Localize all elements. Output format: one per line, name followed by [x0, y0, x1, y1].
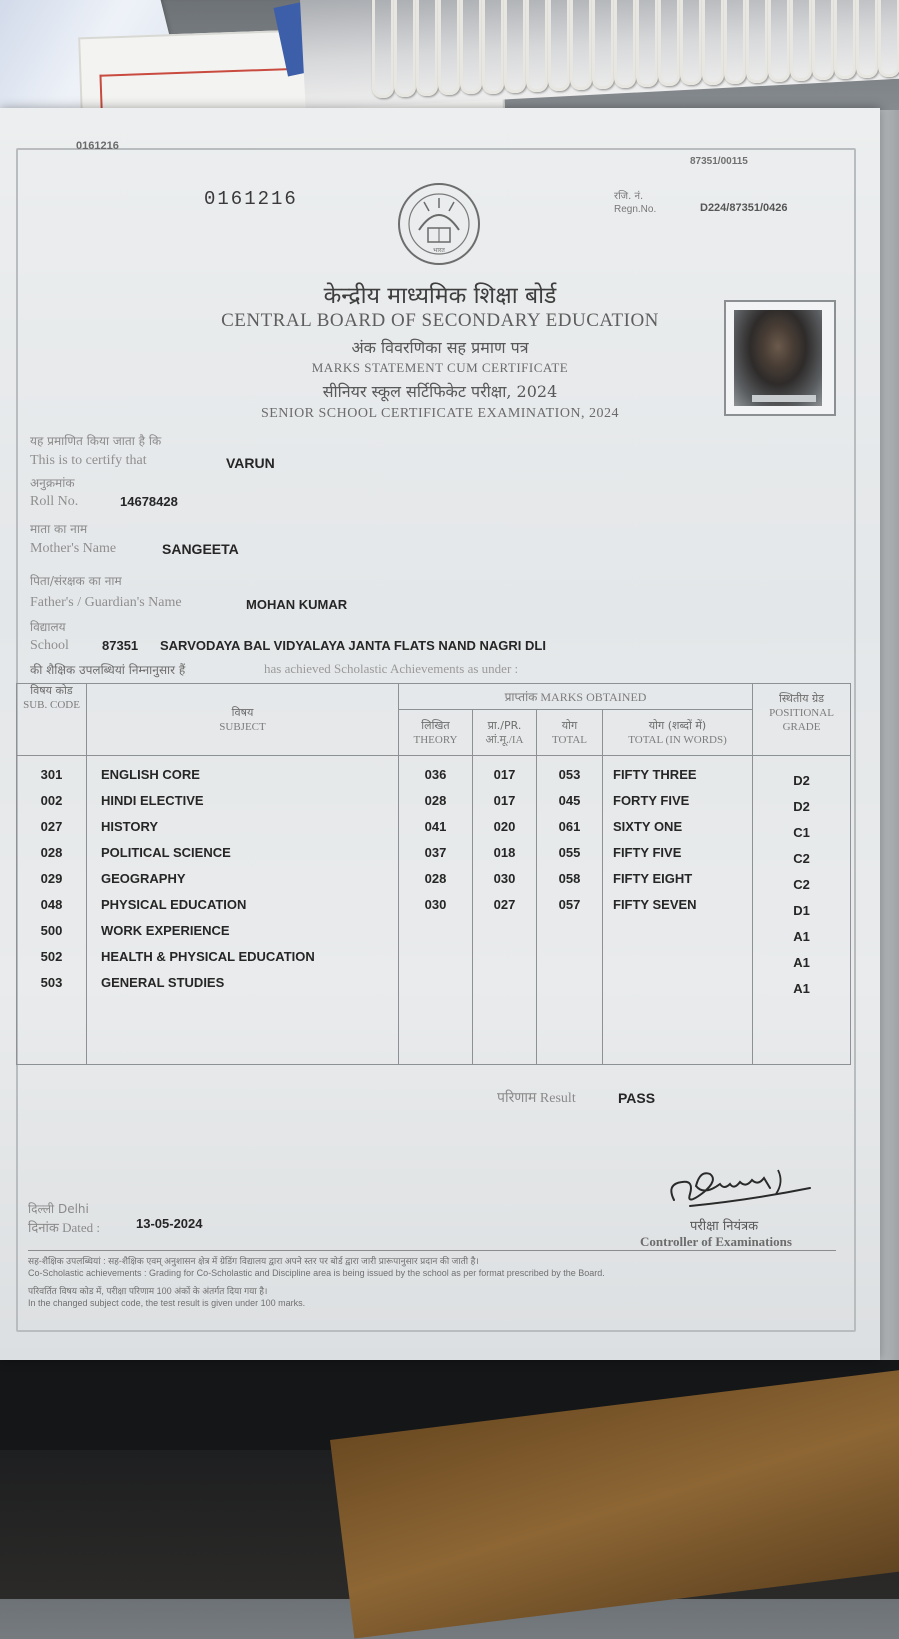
row-7-subject: WORK EXPERIENCE: [101, 923, 230, 938]
footer-divider: [28, 1250, 836, 1251]
row-4-words: FIFTY FIVE: [613, 845, 682, 860]
row-9-words: [613, 970, 752, 996]
spiral-ring: [460, 0, 482, 94]
certify-label-hindi: यह प्रमाणित किया जाता है कि: [30, 434, 162, 448]
row-9-grade: A1: [793, 981, 810, 996]
spiral-ring: [438, 0, 460, 95]
row-6-practical: 027: [493, 897, 516, 912]
header-total: [537, 710, 603, 756]
column-subject: [87, 756, 399, 1065]
row-3-words: SIXTY ONE: [613, 819, 683, 834]
header-subject-hindi: विषय: [231, 705, 254, 719]
row-6-grade: D1: [793, 903, 810, 918]
row-4-total: 055: [558, 845, 581, 860]
spiral-ring: [504, 0, 526, 93]
spiral-ring: [394, 0, 416, 97]
column-total: [537, 756, 603, 1065]
spiral-ring: [416, 0, 438, 96]
row-7-total: [537, 918, 602, 944]
footer-note-2: In the changed subject code, the test result is given under 100 marks.: [28, 1298, 306, 1308]
controller-title: Controller of Examinations: [640, 1234, 792, 1249]
regn-label-hindi: रजि. नं.: [614, 191, 644, 202]
header-grade-hindi: स्थितीय ग्रेड: [779, 692, 825, 705]
spiral-ring: [856, 0, 878, 78]
school-label: School: [30, 638, 69, 653]
student-photo: [734, 310, 822, 406]
header-marks: MARKS OBTAINED: [540, 689, 647, 704]
spiral-ring: [768, 0, 790, 82]
father-label-hindi: पिता/संरक्षक का नाम: [30, 574, 122, 588]
spiral-ring: [658, 0, 680, 86]
place: दिल्ली Delhi: [28, 1202, 89, 1216]
footer-note-2-hindi: परिवर्तित विषय कोड में, परीक्षा परिणाम 100 अंकों के अंतर्गत दिया गया है।: [28, 1286, 268, 1296]
row-5-subject: GEOGRAPHY: [101, 871, 186, 886]
certify-label: This is to certify that: [30, 453, 147, 468]
row-7-words: [613, 918, 752, 944]
header-sub-code: [17, 684, 87, 756]
achievements-label: has achieved Scholastic Achievements as under :: [264, 661, 519, 676]
spiral-ring: [878, 0, 899, 77]
small-serial-number: 0161216: [76, 140, 119, 152]
row-2-grade: D2: [793, 799, 810, 814]
row-5-theory: 028: [424, 871, 447, 886]
student-photo-frame: [724, 300, 836, 416]
row-9-code: 503: [40, 975, 63, 990]
row-1-practical: 017: [493, 767, 516, 782]
board-title-hindi: केन्द्रीय माध्यमिक शिक्षा बोर्ड: [323, 283, 557, 309]
controller-signature: [660, 1148, 820, 1218]
header-code: SUB. CODE: [23, 699, 80, 711]
spiral-ring: [570, 0, 592, 90]
row-2-code: 002: [40, 793, 63, 808]
spiral-ring: [812, 0, 834, 80]
header-theory-hindi: लिखित: [421, 718, 450, 732]
header-words-en: TOTAL (IN WORDS): [628, 733, 727, 746]
row-4-grade: C2: [793, 851, 810, 866]
row-8-theory: [399, 944, 472, 970]
column-practical: [473, 756, 537, 1065]
row-8-practical: [473, 944, 536, 970]
row-7-code: 500: [40, 923, 63, 938]
row-4-code: 028: [40, 845, 63, 860]
header-grade: [753, 684, 851, 756]
row-5-words: FIFTY EIGHT: [613, 871, 693, 886]
document-title-hindi: अंक विवरणिका सह प्रमाण पत्र: [351, 338, 529, 357]
row-3-theory: 041: [424, 819, 447, 834]
footer-note-hindi: सह-शैक्षिक उपलब्धियां : सह-शैक्षिक एवम् अनुशासन क्षेत्र में ग्रेडिंग विद्यालय द्वारा अपने स्तर पर बोर्ड द्वारा जारी प्रारूपानुसार प्रदान की जाती है।: [28, 1256, 479, 1266]
result-value: PASS: [618, 1090, 656, 1106]
mother-label: Mother's Name: [30, 541, 117, 556]
row-1-total: 053: [558, 767, 581, 782]
row-4-theory: 037: [424, 845, 447, 860]
header-subject: [87, 684, 399, 756]
spiral-ring: [636, 0, 658, 87]
row-9-theory: [399, 970, 472, 996]
column-total-words: [603, 756, 753, 1065]
header-total-hindi: योग: [561, 718, 578, 732]
exam-title: SENIOR SCHOOL CERTIFICATE EXAMINATION, 2024: [260, 406, 620, 421]
row-1-subject: ENGLISH CORE: [101, 767, 200, 782]
row-5-code: 029: [40, 871, 63, 886]
column-sub-code: [17, 756, 87, 1065]
roll-label-hindi: अनुक्रमांक: [30, 476, 75, 490]
roll-label: Roll No.: [30, 494, 79, 509]
row-9-subject: GENERAL STUDIES: [101, 975, 225, 990]
header-grade-en: POSITIONAL GRADE: [769, 707, 834, 733]
spiral-ring: [526, 0, 548, 92]
header-practical: [473, 710, 537, 756]
spiral-ring: [482, 0, 504, 94]
date-label: दिनांक Dated :: [28, 1220, 100, 1235]
spiral-ring: [614, 0, 636, 88]
row-4-subject: POLITICAL SCIENCE: [101, 845, 231, 860]
spiral-ring: [702, 0, 724, 85]
school-code: 87351: [102, 638, 139, 653]
row-1-theory: 036: [424, 767, 447, 782]
column-theory: [399, 756, 473, 1065]
row-2-theory: 028: [424, 793, 447, 808]
row-9-practical: [473, 970, 536, 996]
controller-title-hindi: परीक्षा नियंत्रक: [690, 1219, 759, 1234]
row-2-words: FORTY FIVE: [613, 793, 690, 808]
row-7-grade: A1: [793, 929, 810, 944]
serial-number: 0161216: [204, 188, 298, 210]
header-subject-en: SUBJECT: [219, 720, 266, 733]
row-8-subject: HEALTH & PHYSICAL EDUCATION: [101, 949, 315, 964]
row-2-subject: HINDI ELECTIVE: [101, 793, 204, 808]
row-4-practical: 018: [493, 845, 516, 860]
spiral-ring: [548, 0, 570, 91]
header-words-hindi: योग (शब्दों में): [648, 718, 707, 732]
spiral-ring: [746, 0, 768, 83]
row-6-code: 048: [40, 897, 63, 912]
mother-label-hindi: माता का नाम: [30, 522, 88, 536]
spiral-ring: [680, 0, 702, 85]
row-8-code: 502: [40, 949, 63, 964]
row-3-code: 027: [40, 819, 63, 834]
header-marks-hindi: प्राप्तांक: [504, 689, 538, 704]
row-6-subject: PHYSICAL EDUCATION: [101, 897, 247, 912]
row-3-practical: 020: [493, 819, 516, 834]
column-grade: [753, 756, 851, 1065]
header-code-hindi: विषय कोड: [30, 684, 73, 697]
result-label: परिणाम Result: [497, 1091, 576, 1106]
header-practical-top: प्रा./PR.: [487, 718, 522, 732]
student-name: VARUN: [226, 455, 275, 471]
regn-number: D224/87351/0426: [700, 202, 788, 214]
row-3-subject: HISTORY: [101, 819, 159, 834]
row-2-total: 045: [558, 793, 581, 808]
row-5-practical: 030: [493, 871, 516, 886]
spiral-ring: [790, 0, 812, 81]
row-3-total: 061: [558, 819, 581, 834]
board-title: CENTRAL BOARD OF SECONDARY EDUCATION: [221, 310, 659, 331]
exam-title-hindi: सीनियर स्कूल सर्टिफिकेट परीक्षा, 2024: [322, 382, 558, 401]
document-title: MARKS STATEMENT CUM CERTIFICATE: [311, 360, 569, 375]
row-6-theory: 030: [424, 897, 447, 912]
row-8-words: [613, 944, 752, 970]
header-marks-obtained: [399, 684, 753, 710]
spiral-ring: [592, 0, 614, 89]
row-3-grade: C1: [793, 825, 810, 840]
marks-certificate: [0, 108, 880, 1360]
row-6-total: 057: [558, 897, 581, 912]
issue-date: 13-05-2024: [136, 1216, 203, 1231]
row-1-grade: D2: [793, 773, 810, 788]
marks-table: [16, 683, 851, 1065]
footer-note: Co-Scholastic achievements : Grading for Co-Scholastic and Discipline area is being issued by the school as per format prescribed by the Board.: [28, 1268, 605, 1278]
header-practical-bottom: आं.मू./IA: [485, 733, 524, 746]
spiral-ring: [834, 0, 856, 79]
row-8-grade: A1: [793, 955, 810, 970]
row-1-code: 301: [40, 767, 63, 782]
row-8-total: [537, 944, 602, 970]
row-2-practical: 017: [493, 793, 516, 808]
mother-name: SANGEETA: [162, 541, 239, 557]
row-1-words: FIFTY THREE: [613, 767, 697, 782]
row-9-total: [537, 970, 602, 996]
school-label-hindi: विद्यालय: [30, 620, 66, 634]
spiral-ring: [724, 0, 746, 84]
row-7-practical: [473, 918, 536, 944]
emblem-text: भारत: [433, 247, 445, 254]
achievements-label-hindi: की शैक्षिक उपलब्धियां निम्नानुसार हैं: [30, 663, 186, 677]
row-6-words: FIFTY SEVEN: [613, 897, 697, 912]
header-theory: [399, 710, 473, 756]
top-right-code: 87351/00115: [690, 156, 748, 167]
father-label: Father's / Guardian's Name: [30, 595, 182, 610]
school-name: SARVODAYA BAL VIDYALAYA JANTA FLATS NAND NAGRI DLI: [160, 638, 546, 653]
roll-number: 14678428: [120, 494, 178, 509]
row-5-grade: C2: [793, 877, 810, 892]
header-total-words: [603, 710, 753, 756]
row-5-total: 058: [558, 871, 581, 886]
regn-label: Regn.No.: [614, 204, 657, 215]
cbse-emblem-icon: [384, 180, 494, 272]
photo-name-strip: [752, 395, 816, 402]
father-name: MOHAN KUMAR: [246, 597, 348, 612]
spiral-ring: [372, 0, 394, 98]
row-7-theory: [399, 918, 472, 944]
header-theory-en: THEORY: [413, 733, 458, 746]
header-total-en: TOTAL: [552, 733, 587, 746]
